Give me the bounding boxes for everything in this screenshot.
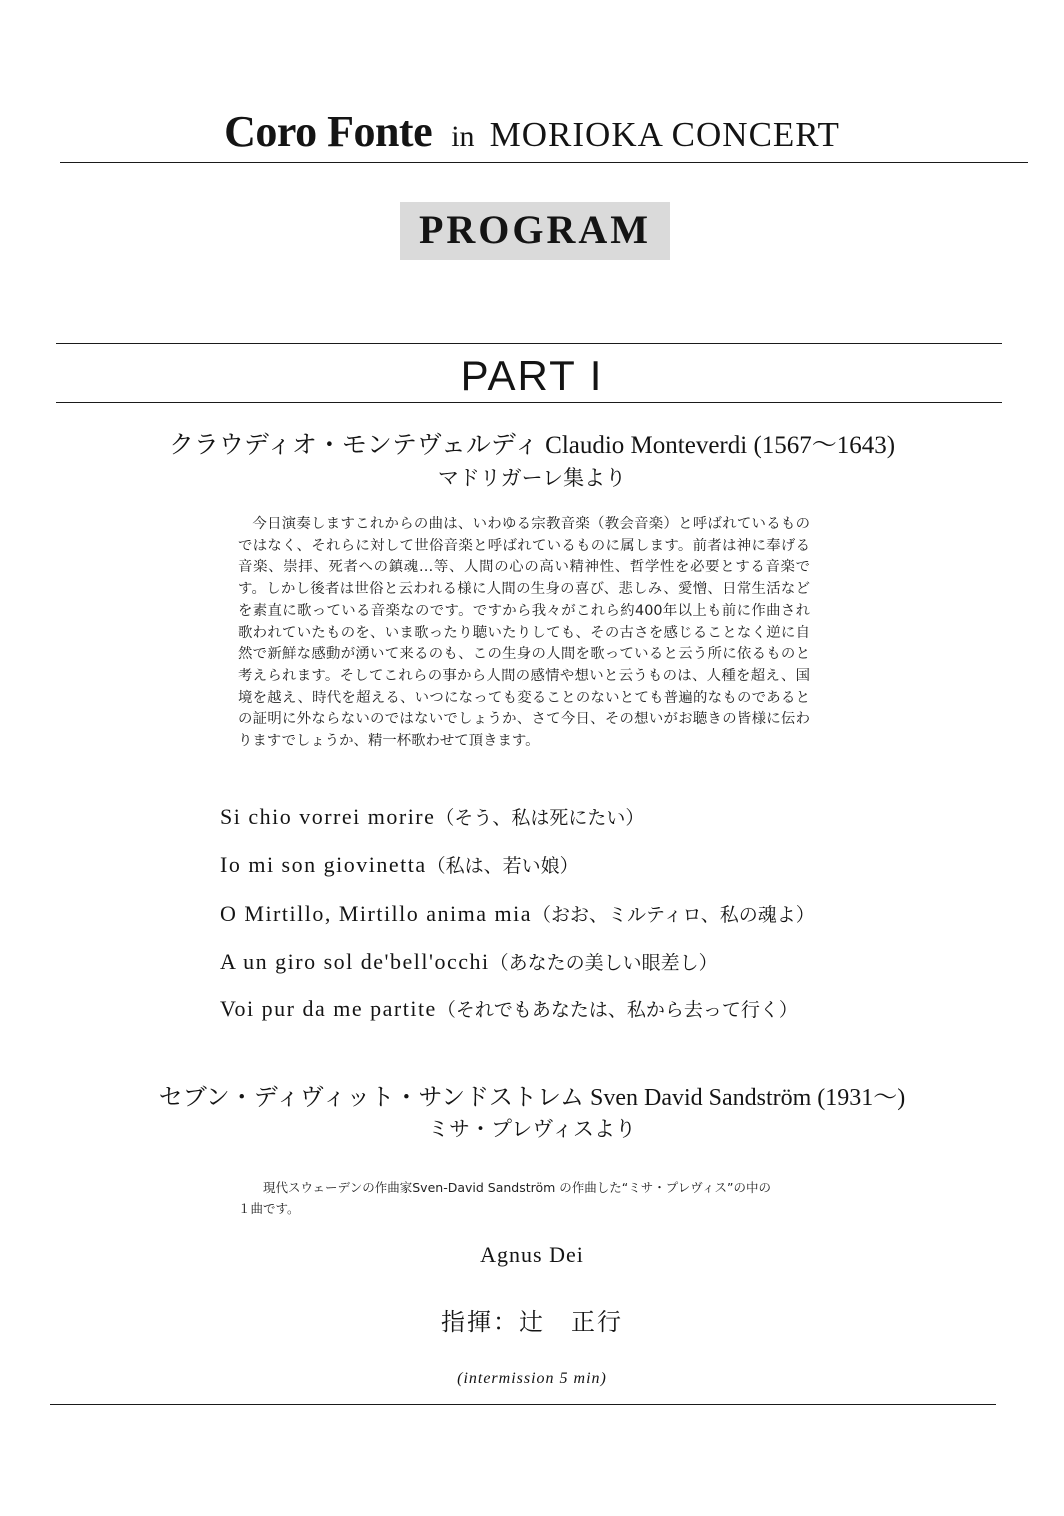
monteverdi-description: 今日演奏しますこれからの曲は、いわゆる宗教音楽（教会音楽）と呼ばれているものではなく、それらに対して世俗音楽と呼ばれているものに属します。前者は神に奉げる音楽、崇拝、死者への鎮魂…等、人間の心の高い精神性、哲学性を必要とする音楽です。しかし後者は世俗と云われる様に人間の生身の喜び、悲しみ、愛憎、日常生活などを素直に歌っている音楽なのです。ですから我々がこれら約400年以上も前に作曲され歌われていたものを、いま歌ったり聴いたりしても、その古さを感じることなく逆に自然で新鮮な感動が湧いて来るのも、この生身の人間を歌っていると云う所に依るものと考えられます。そしてこれらの事から人間の感情や想いと云うものは、人種を超え、国境を越え、時代を超える、いつになっても変ることのないとても普遍的なものであるとの証明に外ならないのではないでしょうか、さて今日、その想いがお聴きの皆様に伝わりますでしょうか、精一杯歌わせて頂きます。 bbox=[238, 516, 810, 750]
sandstrom-description: 現代スウェーデンの作曲家Sven-David Sandström の作曲した“ミサ・プレヴィス”の中の１曲です。 bbox=[238, 1180, 771, 1216]
song-translation: （そう、私は死にたい） bbox=[435, 807, 645, 829]
choir-name: Coro Fonte bbox=[224, 107, 433, 156]
song-translation: （私は、若い娘） bbox=[426, 855, 579, 877]
header-rule bbox=[60, 162, 1028, 163]
concert-title bbox=[0, 106, 1064, 157]
part-rule-bottom bbox=[56, 402, 1002, 403]
title-connector: in bbox=[451, 120, 475, 153]
composer-monteverdi: クラウディオ・モンテヴェルディ Claudio Monteverdi (1567～1643) bbox=[168, 432, 896, 459]
footer-rule bbox=[50, 1404, 996, 1405]
song-title: O Mirtillo, Mirtillo anima mia bbox=[220, 901, 533, 926]
work-title: Agnus Dei bbox=[480, 1242, 584, 1267]
part-heading: PART I bbox=[460, 352, 604, 399]
intermission-note: (intermission 5 min) bbox=[457, 1370, 607, 1387]
program-label: PROGRAM bbox=[418, 207, 652, 252]
song-item bbox=[220, 803, 644, 830]
song-item bbox=[220, 851, 579, 878]
song-title: A un giro sol de'bell'occhi bbox=[220, 949, 490, 974]
song-translation: （あなたの美しい眼差し） bbox=[489, 952, 718, 974]
part-rule-top bbox=[56, 343, 1002, 344]
song-item bbox=[220, 995, 798, 1022]
song-translation: （それでもあなたは、私から去って行く） bbox=[436, 999, 798, 1021]
song-item bbox=[220, 900, 815, 927]
song-title: Si chio vorrei morire bbox=[220, 804, 436, 829]
song-item bbox=[220, 948, 718, 975]
event-name: MORIOKA CONCERT bbox=[489, 115, 840, 154]
conductor: 指揮：辻 正行 bbox=[441, 1308, 623, 1336]
madrigal-subtitle: マドリガーレ集より bbox=[437, 466, 627, 490]
composer-sandstrom: セブン・ディヴィット・サンドストレム Sven David Sandström (1931～) bbox=[158, 1085, 906, 1111]
song-title: Voi pur da me partite bbox=[220, 996, 437, 1021]
missa-subtitle: ミサ・プレヴィスより bbox=[428, 1117, 636, 1141]
song-title: Io mi son giovinetta bbox=[220, 852, 427, 877]
song-translation: （おお、ミルティロ、私の魂よ） bbox=[532, 904, 815, 926]
